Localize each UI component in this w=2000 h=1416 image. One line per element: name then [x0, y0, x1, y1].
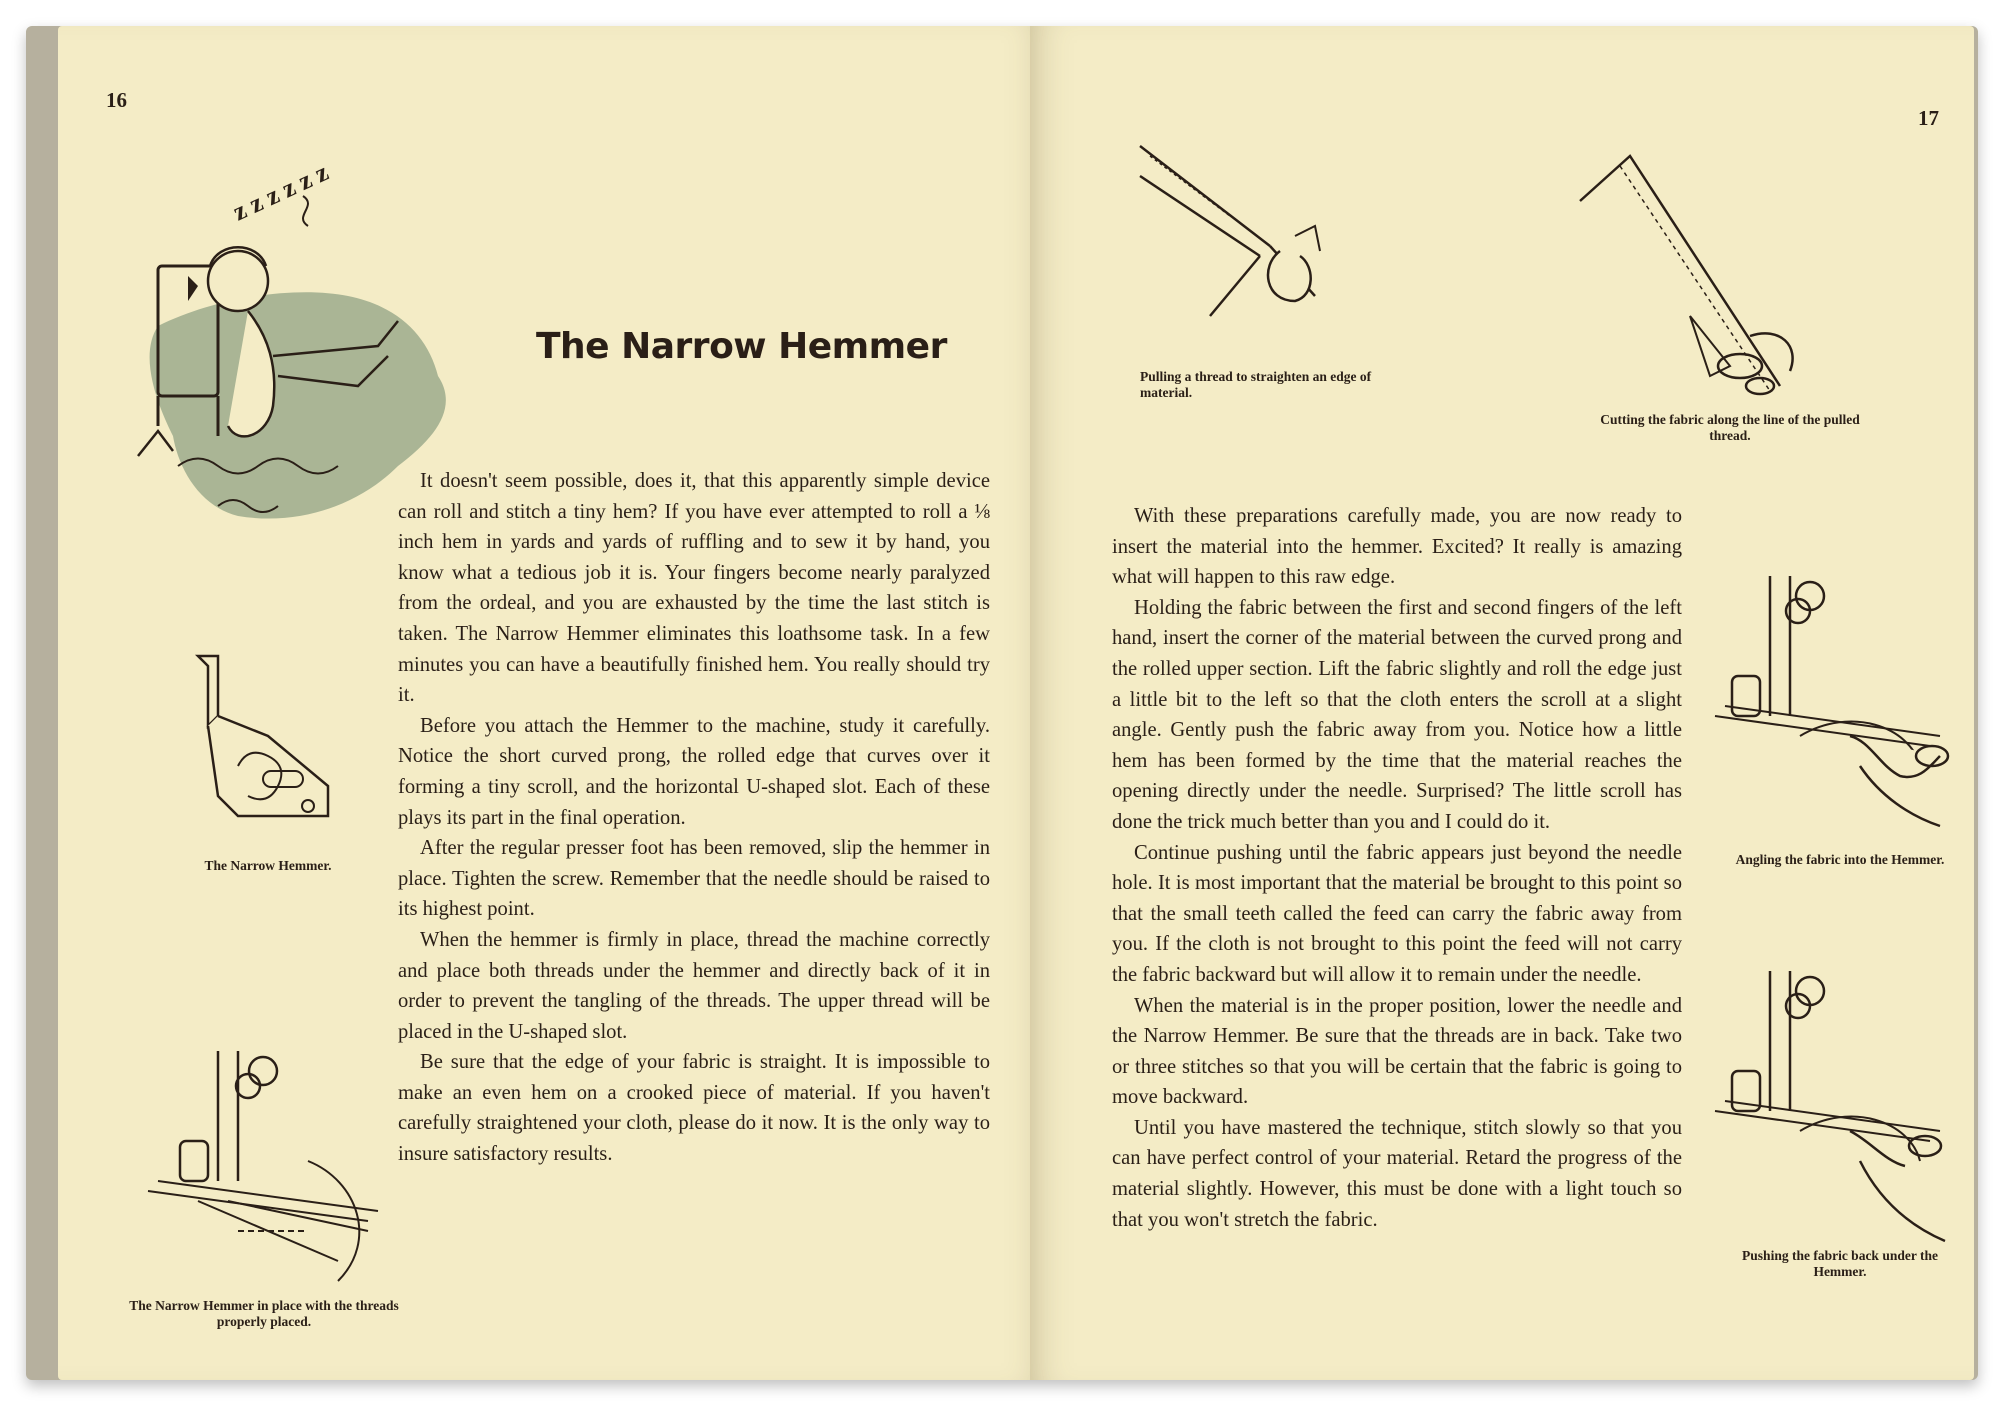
left-body-text	[398, 466, 990, 1170]
left-paragraph-2: Before you attach the Hemmer to the machine, study it carefully. Notice the short curved prong, the rolled edge that curves over it forming a tiny scroll, and the horizontal U-shaped slot. Each of these plays its part in the final operation.	[398, 714, 990, 829]
left-paragraph-3: After the regular presser foot has been removed, slip the hemmer in place. Tighten the screw. Remember that the needle should be raised to its highest point.	[398, 837, 990, 921]
page-title: The Narrow Hemmer	[536, 326, 947, 367]
cutting-fabric-illustration	[1570, 136, 1810, 406]
left-page	[58, 26, 1048, 1380]
left-paragraph-5: Be sure that the edge of your fabric is straight. It is impossible to make an even hem on a crooked piece of material. If you haven't carefully straightened your cloth, please do it now. It is the only way to insure satisfactory results.	[398, 1051, 990, 1166]
narrow-hemmer-illustration	[178, 646, 358, 846]
svg-text:z z z z z z: z z z z z z	[228, 157, 333, 227]
left-paragraph-1: It doesn't seem possible, does it, that this apparently simple device can roll and stitch a tiny hem? If you have ever attempted to roll a ⅛ inch hem in yards and yards of ruffling and to sew it by hand, you know what a tedious job it is. Your fingers become nearly paralyzed from the ordeal, and you are exhausted by the time the last stitch is taken. The Narrow Hemmer eliminates this loathsome task. In a few minutes you can have a beautifully finished hem. You really should try it.	[398, 470, 990, 707]
caption-narrow-hemmer: The Narrow Hemmer.	[204, 858, 332, 873]
right-paragraph-2: Holding the fabric between the first and second fingers of the left hand, insert the corner of the material between the curved prong and the rolled upper section. Lift the fabric slightly and roll the edge just a little bit to the left so that the cloth enters the scroll at a slight angle. Gently push the fabric away from you. Notice how a little hem has been formed by the time that the material reaches the opening directly under the needle. Surprised? The little scroll has done the trick much better than you and I could do it.	[1112, 596, 1682, 833]
pushing-fabric-illustration	[1710, 961, 1960, 1251]
booklet-spread	[26, 26, 1978, 1380]
right-paragraph-1: With these preparations carefully made, you are now ready to insert the material into the hemmer. Excited? It really is amazing what will happen to this raw edge.	[1112, 505, 1682, 589]
caption-cutting-fabric: Cutting the fabric along the line of the pulled thread.	[1600, 412, 1860, 443]
caption-hemmer-in-place: The Narrow Hemmer in place with the threads properly placed.	[129, 1298, 399, 1329]
right-body-text	[1112, 501, 1682, 1235]
left-paragraph-4: When the hemmer is firmly in place, thread the machine correctly and place both threads under the hemmer and directly back of it in order to prevent the tangling of the threads. The upper thread will be placed in the U-shaped slot.	[398, 928, 990, 1043]
angling-fabric-illustration	[1710, 566, 1960, 836]
right-paragraph-5: Until you have mastered the technique, stitch slowly so that you can have perfect control of your material. Retard the progress of the material slightly. However, this must be done with a light touch so that you won't stretch the fabric.	[1112, 1116, 1682, 1231]
right-page	[1030, 26, 1974, 1380]
right-paragraph-4: When the material is in the proper position, lower the needle and the Narrow Hemmer. Be sure that the threads are in back. Take two or three stitches so that you will be certain that the fabric is going to move backward.	[1112, 994, 1682, 1109]
pulling-thread-illustration	[1130, 136, 1350, 356]
caption-pushing: Pushing the fabric back under the Hemmer.	[1742, 1248, 1938, 1279]
page-number-right: 17	[1918, 106, 1939, 130]
right-paragraph-3: Continue pushing until the fabric appears just beyond the needle hole. It is most important that the material be brought to this point so that the small teeth called the feed can carry the fabric away from you. If the cloth is not brought to this point the feed will not carry the fabric backward but will allow it to remain under the needle.	[1112, 841, 1682, 986]
hemmer-in-place-illustration	[138, 1041, 388, 1291]
caption-pulling-thread: Pulling a thread to straighten an edge of material.	[1140, 369, 1372, 400]
page-number-left: 16	[106, 88, 127, 112]
caption-angling: Angling the fabric into the Hemmer.	[1735, 852, 1945, 867]
